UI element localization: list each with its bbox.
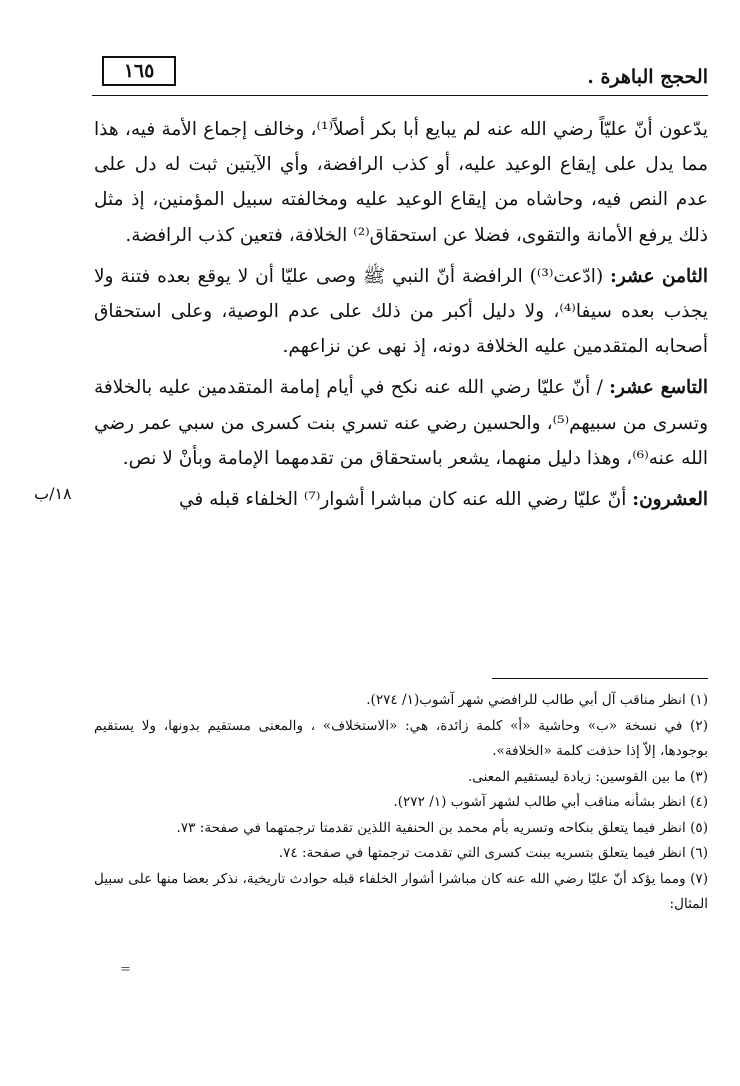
- paragraph-4-text: أنّ عليّا رضي الله عنه كان مباشرا أشوار⁽⁷⁾ الخلفاء قبله في: [178, 489, 633, 511]
- header-rule: [92, 95, 708, 96]
- paragraph-2-text: (ادّعت⁽³⁾) الرافضة أنّ النبي ﷺ وصى عليّا أن لا يوقع بعده فتنة ولا يجذب بعده سيفا⁽⁴⁾، ولا دليل أكبر من ذلك على عدم الوصية، وعلى استحقاق أصحابه المتقدمين عليه الخلافة دونه، إذ نهى عن نزاعهم.: [94, 265, 708, 358]
- footnotes: [94, 688, 708, 918]
- footnote-7: (٧) ومما يؤكد أنّ عليّا رضي الله عنه كان مباشرا أشوار الخلفاء قبله حوادث تاريخية، نذكر بعضا منها على سبيل المثال:: [94, 870, 708, 912]
- paragraph-1: يدّعون أنّ عليّاً رضي الله عنه لم يبايع أبا بكر أصلاً⁽¹⁾، وخالف إجماع الأمة فيه، هذا مما يدل على إيقاع الوعيد عليه، أو كذب الرافضة، وأي الآيتين ثبت له دل على عدم النص فيه، وحاشاه من إيقاع الوعيد عليه ومخالفته سبيل المؤمنين، إذ مثل ذلك يرفع الأمانة والتقوى، فضلا عن استحقاق⁽²⁾ الخلافة، فتعين كذب الرافضة.: [94, 119, 708, 246]
- footnote-2: (٢) في نسخة «ب» وحاشية «أ» كلمة زائدة، هي: «الاستخلاف» ، والمعنى مستقيم بدونها، ولا يستقيم بوجودها، إلاّ إذا حذفت كلمة «الخلافة».: [94, 717, 708, 759]
- footnote-1: (١) انظر مناقب آل أبي طالب للرافضي شهر آشوب(١/ ٢٧٤).: [366, 692, 708, 708]
- paragraph-4: [94, 482, 708, 517]
- footnote-3: (٣) ما بين القوسين: زيادة ليستقيم المعنى.: [467, 768, 708, 785]
- page-number: ١٦٥: [102, 56, 176, 86]
- footnote-5: (٥) انظر فيما يتعلق بنكاحه وتسريه بأم محمد بن الحنفية اللذين تقدمتا ترجمتهما في صفحة: ٧٣.: [176, 819, 708, 836]
- paragraph-3: [94, 370, 708, 476]
- paragraph-2: [94, 259, 708, 365]
- paragraph-2-heading: الثامن عشر:: [610, 265, 708, 287]
- footnote-6: (٦) انظر فيما يتعلق بتسريه ببنت كسرى التي تقدمت ترجمتها في صفحة: ٧٤.: [278, 845, 708, 861]
- paragraph-3-heading: التاسع عشر:: [609, 377, 708, 399]
- footnote-separator: [492, 678, 708, 679]
- page-header: [88, 56, 708, 92]
- continuation-mark: =: [120, 962, 131, 977]
- footnote-4: (٤) انظر بشأنه مناقب أبي طالب لشهر آشوب (١/ ٢٧٢).: [393, 794, 708, 810]
- running-title: الحجج الباهرة .: [587, 66, 708, 88]
- main-text: [94, 112, 708, 523]
- paragraph-4-heading: العشرون:: [632, 489, 708, 511]
- margin-folio-reference: ١٨/ب: [34, 484, 72, 503]
- paragraph-3-text: / أنّ عليّا رضي الله عنه نكح في أيام إمامة المتقدمين عليه بالخلافة وتسرى من سبيهم⁽⁵⁾، والحسين رضي عنه تسري بنت كسرى من سبي عمر رضي الله عنه⁽⁶⁾، وهذا دليل منهما، يشعر باستحقاق من تقدمهما الإمامة وبأنْ لا نص.: [94, 377, 709, 469]
